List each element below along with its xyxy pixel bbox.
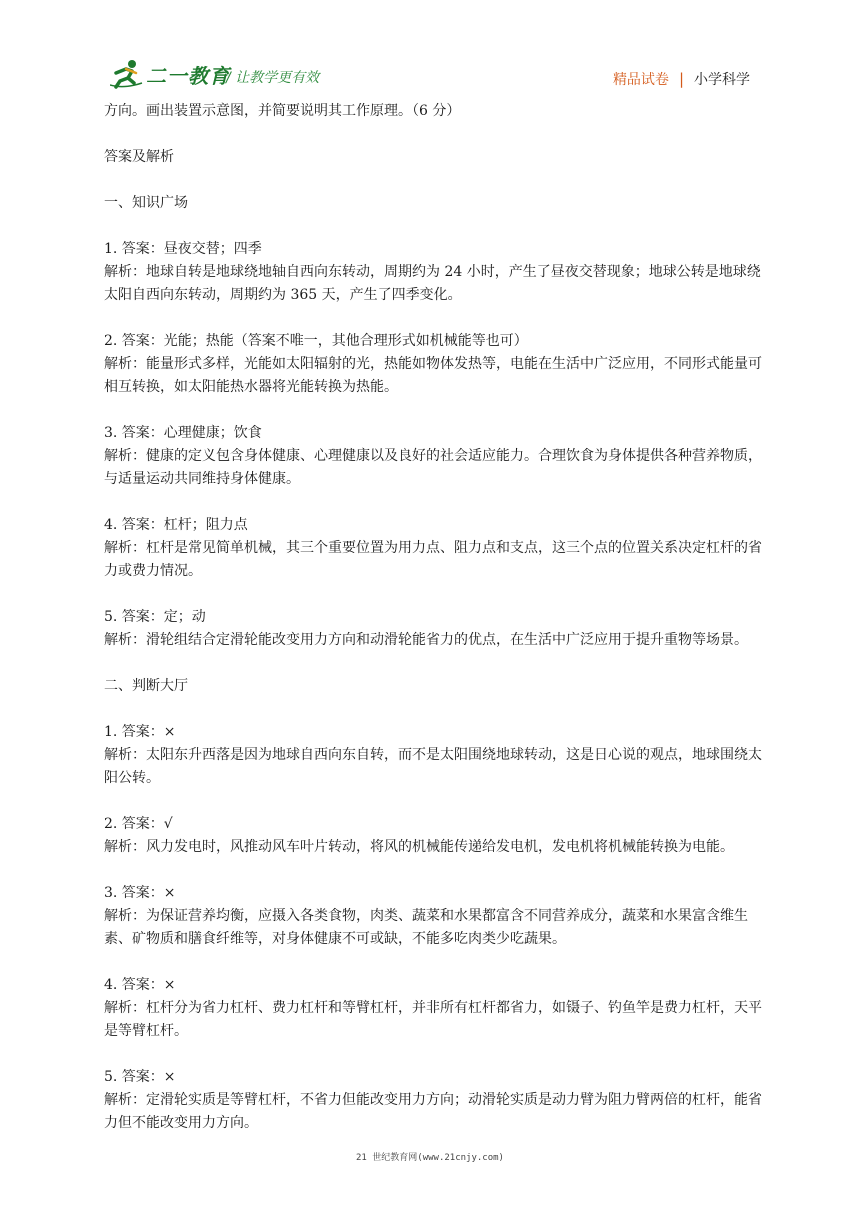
analysis-text: 解析：杠杆是常见简单机械，其三个重要位置为用力点、阻力点和支点，这三个点的位置关系决定杠杆的省力或费力情况。 <box>104 540 762 579</box>
badge-separator: | <box>678 70 684 88</box>
header-badge <box>613 69 750 89</box>
running-figure-logo-icon <box>110 59 144 89</box>
page-footer: 21 世纪教育网(www.21cnjy.com) <box>356 1153 504 1163</box>
answer-line: 2. 答案：√ <box>104 816 173 832</box>
answer-line: 4. 答案：杠杆；阻力点 <box>104 517 248 533</box>
brand-logo[interactable] <box>110 58 230 90</box>
answer-line: 1. 答案：昼夜交替；四季 <box>104 241 262 257</box>
answer-block <box>104 238 764 307</box>
answer-line: 5. 答案：定；动 <box>104 609 206 625</box>
analysis-text: 解析：滑轮组结合定滑轮能改变用力方向和动滑轮能省力的优点，在生活中广泛应用于提升重物等场景。 <box>104 632 748 648</box>
analysis-text: 解析：能量形式多样，光能如太阳辐射的光，热能如物体发热等，电能在生活中广泛应用，不同形式能量可相互转换，如太阳能热水器将光能转换为热能。 <box>104 356 762 395</box>
answer-block <box>104 813 764 859</box>
logo-text: 二一教育 <box>146 63 230 88</box>
intro-line: 方向。画出装置示意图，并简要说明其工作原理。（6 分） <box>104 103 461 119</box>
page-header <box>0 0 860 100</box>
answer-block <box>104 422 764 491</box>
answer-line: 3. 答案：心理健康；饮食 <box>104 425 262 441</box>
answer-line: 5. 答案：× <box>104 1069 176 1085</box>
badge-premium-paper: 精品试卷 <box>612 72 669 88</box>
answer-block <box>104 721 764 790</box>
answer-line: 2. 答案：光能；热能（答案不唯一，其他合理形式如机械能等也可） <box>104 333 528 349</box>
section-title: 一、知识广场 <box>104 195 188 211</box>
answer-block <box>104 882 764 951</box>
analysis-text: 解析：定滑轮实质是等臂杠杆，不省力但能改变用力方向；动滑轮实质是动力臂为阻力臂两倍的杠杆，能省力但不能改变用力方向。 <box>104 1092 762 1131</box>
document-body <box>104 100 764 1135</box>
analysis-text: 解析：为保证营养均衡，应摄入各类食物，肉类、蔬菜和水果都富含不同营养成分，蔬菜和水果富含维生素、矿物质和膳食纤维等，对身体健康不可或缺，不能多吃肉类少吃蔬果。 <box>104 908 748 947</box>
section-title: 二、判断大厅 <box>104 678 188 694</box>
answer-block <box>104 974 764 1043</box>
answer-block <box>104 606 764 652</box>
analysis-text: 解析：风力发电时，风推动风车叶片转动，将风的机械能传递给发电机，发电机将机械能转换为电能。 <box>104 839 734 855</box>
answer-block <box>104 330 764 399</box>
analysis-text: 解析：健康的定义包含身体健康、心理健康以及良好的社会适应能力。合理饮食为身体提供各种营养物质，与适量运动共同维持身体健康。 <box>104 448 762 487</box>
answer-line: 4. 答案：× <box>104 977 176 993</box>
answer-block <box>104 514 764 583</box>
analysis-text: 解析：太阳东升西落是因为地球自西向东自转，而不是太阳围绕地球转动，这是日心说的观点，地球围绕太阳公转。 <box>104 747 762 786</box>
answer-block <box>104 1066 764 1135</box>
answers-title: 答案及解析 <box>104 149 174 165</box>
answer-line: 1. 答案：× <box>104 724 176 740</box>
slogan: / 让教学更有效 <box>226 70 320 86</box>
analysis-text: 解析：杠杆分为省力杠杆、费力杠杆和等臂杠杆，并非所有杠杆都省力，如镊子、钓鱼竿是费力杠杆，天平是等臂杠杆。 <box>104 1000 762 1039</box>
answer-line: 3. 答案：× <box>104 885 176 901</box>
badge-subject: 小学科学 <box>694 72 750 88</box>
analysis-text: 解析：地球自转是地球绕地轴自西向东转动，周期约为 24 小时，产生了昼夜交替现象；地球公转是地球绕太阳自西向东转动，周期约为 365 天，产生了四季变化。 <box>104 264 761 303</box>
